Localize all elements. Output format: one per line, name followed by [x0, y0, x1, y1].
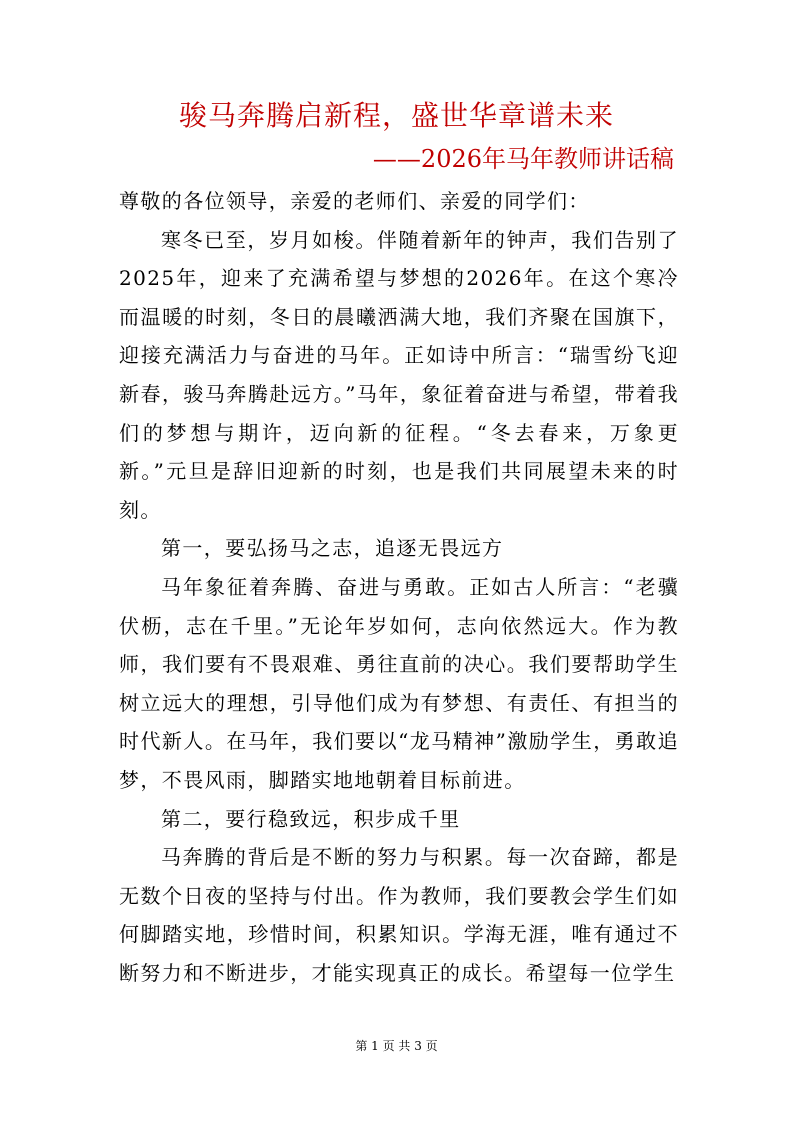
paragraph-intro: 寒冬已至，岁月如梭。伴随着新年的钟声，我们告别了2025年，迎来了充满希望与梦想的2026年。在这个寒冷而温暖的时刻，冬日的晨曦洒满大地，我们齐聚在国旗下，迎接充满活力与奋进的马年。正如诗中所言：“瑞雪纷飞迎新春，骏马奔腾赴远方。”马年，象征着奋进与希望，带着我们的梦想与期许，迈向新的征程。“冬去春来，万象更新。”元旦是辞旧迎新的时刻，也是我们共同展望未来的时刻。 — [119, 227, 679, 522]
document-subtitle: ——2026年马年教师讲话稿 — [372, 145, 674, 173]
greeting-line: 尊敬的各位领导，亲爱的老师们、亲爱的同学们： — [119, 189, 590, 213]
document-body — [119, 182, 679, 992]
section-heading-1: 第一，要弘扬马之志，追逐无畏远方 — [161, 536, 504, 561]
section-heading-2: 第二，要行稳致远，积步成千里 — [161, 806, 461, 831]
document-title: 骏马奔腾启新程，盛世华章谱未来 — [178, 99, 614, 132]
paragraph-section-1: 马年象征着奔腾、奋进与勇敢。正如古人所言：“老骥伏枥，志在千里。”无论年岁如何，志向依然远大。作为教师，我们要有不畏艰难、勇往直前的决心。我们要帮助学生树立远大的理想，引导他们成为有梦想、有责任、有担当的时代新人。在马年，我们要以“龙马精神”激励学生，勇敢追梦，不畏风雨，脚踏实地地朝着目标前进。 — [119, 574, 679, 792]
paragraph-section-2: 马奔腾的背后是不断的努力与积累。每一次奋蹄，都是无数个日夜的坚持与付出。作为教师，我们要教会学生们如何脚踏实地，珍惜时间，积累知识。学海无涯，唯有通过不断努力和不断进步，才能实现真正的成长。希望每一位学生 — [119, 845, 679, 985]
page-footer: 第 1 页 共 3 页 — [355, 1039, 438, 1053]
